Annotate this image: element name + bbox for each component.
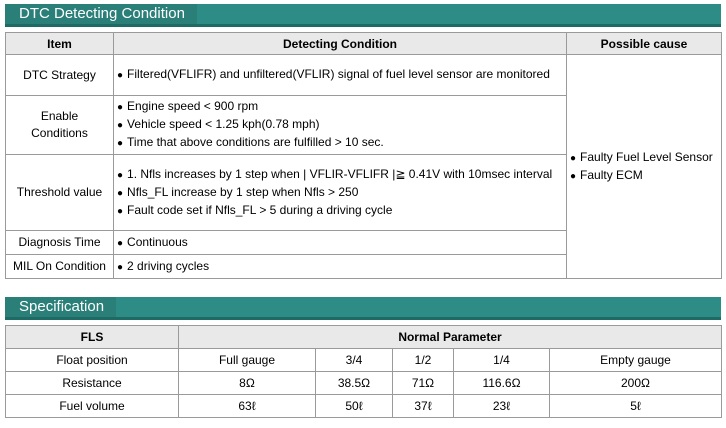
condition-line: ● 2 driving cycles — [117, 258, 563, 276]
condition-line: ● Continuous — [117, 234, 563, 252]
dtc-header-row — [6, 33, 722, 55]
header-fls: FLS — [6, 326, 179, 349]
spec-row-label: Fuel volume — [6, 395, 179, 418]
condition-line: ● Time that above conditions are fulfilled > 10 sec. — [117, 134, 563, 152]
spec-cell: Full gauge — [179, 349, 316, 372]
condition-cell — [114, 96, 567, 155]
table-row — [6, 395, 722, 418]
header-detecting-condition: Detecting Condition — [114, 33, 567, 55]
spec-cell: 200Ω — [550, 372, 722, 395]
spec-row-label: Resistance — [6, 372, 179, 395]
header-normal-parameter: Normal Parameter — [179, 326, 722, 349]
condition-cell — [114, 155, 567, 231]
condition-cell — [114, 255, 567, 279]
condition-cell — [114, 55, 567, 96]
condition-line: ● Vehicle speed < 1.25 kph(0.78 mph) — [117, 116, 563, 134]
spec-cell: 71Ω — [393, 372, 454, 395]
condition-line: ● Engine speed < 900 rpm — [117, 98, 563, 116]
table-row — [6, 372, 722, 395]
spec-cell: 5ℓ — [550, 395, 722, 418]
row-item-label: DTC Strategy — [6, 55, 114, 96]
header-item: Item — [6, 33, 114, 55]
spec-cell: 38.5Ω — [316, 372, 393, 395]
spec-section-title: Specification — [5, 297, 116, 317]
spec-cell: 3/4 — [316, 349, 393, 372]
dtc-table — [5, 32, 722, 279]
dtc-section-header — [5, 4, 721, 27]
spec-cell: 37ℓ — [393, 395, 454, 418]
spec-cell: 1/2 — [393, 349, 454, 372]
spec-cell: Empty gauge — [550, 349, 722, 372]
possible-cause-cell — [567, 55, 722, 279]
row-item-label — [6, 96, 114, 155]
spec-cell: 63ℓ — [179, 395, 316, 418]
row-item-label: Threshold value — [6, 155, 114, 231]
condition-cell — [114, 231, 567, 255]
spec-section-header — [5, 297, 721, 320]
dtc-section-title: DTC Detecting Condition — [5, 4, 197, 24]
table-row — [6, 55, 722, 96]
cause-line: ● Faulty ECM — [570, 167, 718, 185]
condition-line: ● 1. Nfls increases by 1 step when | VFLIR-VFLIFR |≧ 0.41V with 10msec interval — [117, 166, 563, 184]
spec-cell: 23ℓ — [454, 395, 550, 418]
condition-line: ● Nfls_FL increase by 1 step when Nfls > 250 — [117, 184, 563, 202]
spec-cell: 8Ω — [179, 372, 316, 395]
spec-table — [5, 325, 722, 418]
row-item-label: MIL On Condition — [6, 255, 114, 279]
condition-line: ● Filtered(VFLIFR) and unfiltered(VFLIR) signal of fuel level sensor are monitored — [117, 66, 563, 84]
spec-cell: 1/4 — [454, 349, 550, 372]
row-item-label: Diagnosis Time — [6, 231, 114, 255]
condition-line: ● Fault code set if Nfls_FL > 5 during a driving cycle — [117, 202, 563, 220]
spec-cell: 50ℓ — [316, 395, 393, 418]
table-row — [6, 349, 722, 372]
header-possible-cause: Possible cause — [567, 33, 722, 55]
spec-row-label: Float position — [6, 349, 179, 372]
spec-header-row — [6, 326, 722, 349]
spec-cell: 116.6Ω — [454, 372, 550, 395]
row-item-text: Enable Conditions — [31, 109, 88, 140]
cause-line: ● Faulty Fuel Level Sensor — [570, 149, 718, 167]
